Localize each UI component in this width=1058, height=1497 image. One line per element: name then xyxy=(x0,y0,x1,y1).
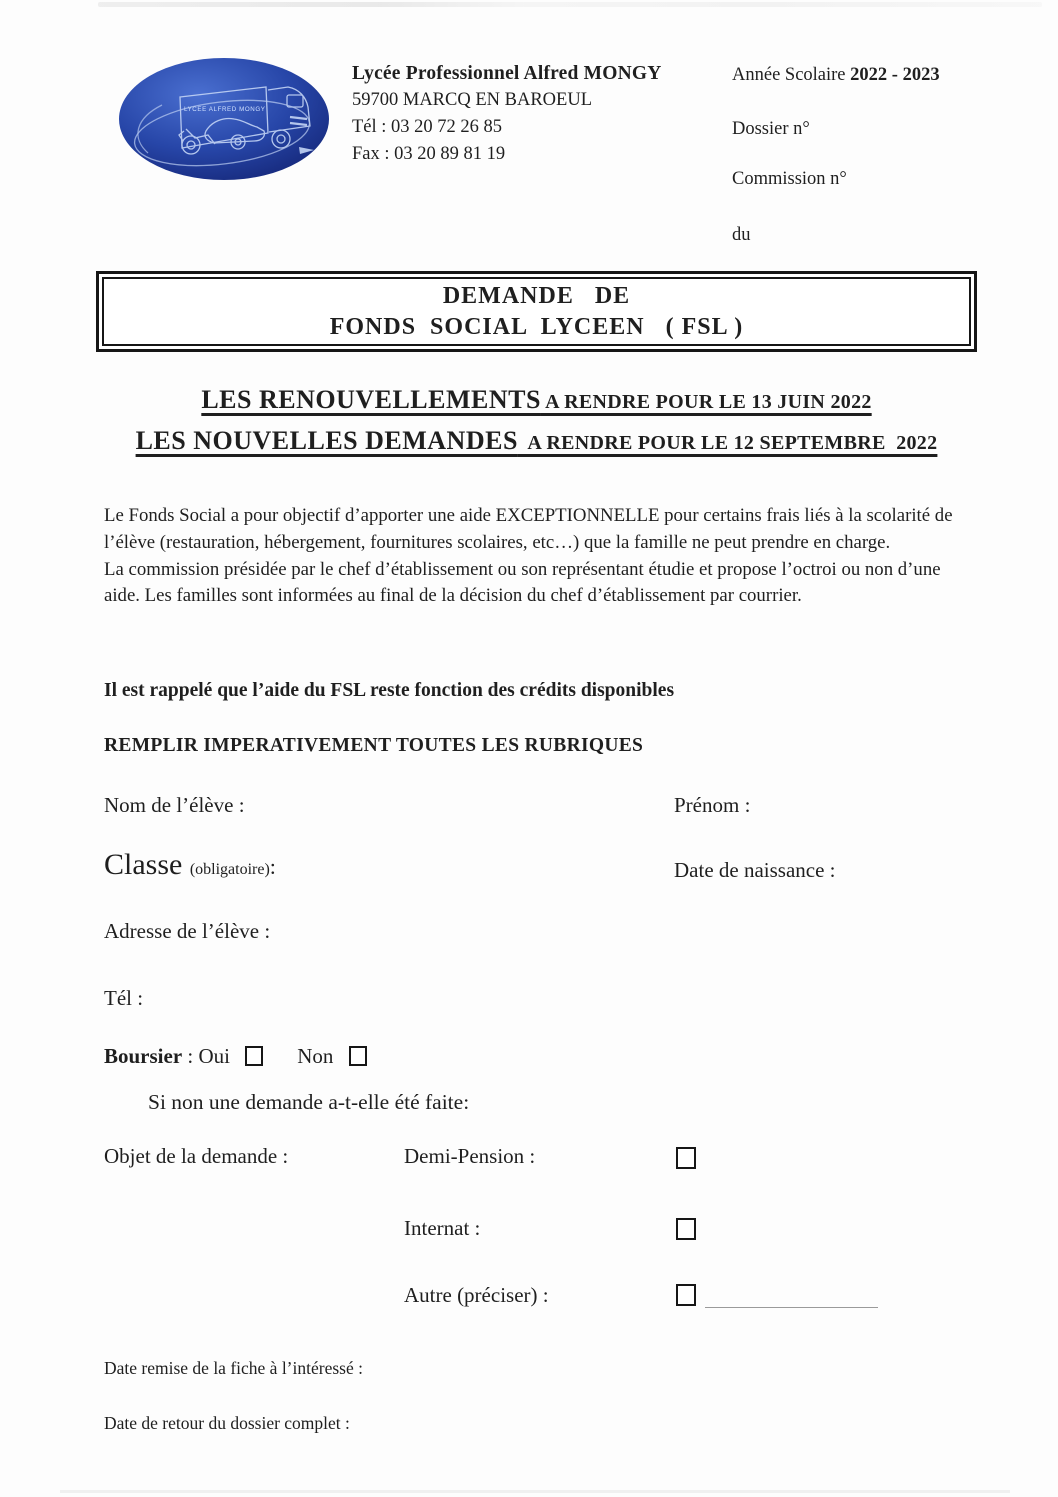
form-title-box xyxy=(96,271,977,352)
boursier-oui-label: Oui xyxy=(198,1044,236,1068)
school-address: 59700 MARCQ EN BAROEUL xyxy=(352,90,592,110)
scan-artifact-bottom xyxy=(60,1490,1010,1493)
school-name: Lycée Professionnel Alfred MONGY xyxy=(352,63,662,84)
form-title-line2: FONDS SOCIAL LYCEEN ( FSL ) xyxy=(329,313,744,340)
boursier-separator: : xyxy=(182,1044,199,1068)
field-label-classe-colon: : xyxy=(269,854,276,879)
intro-paragraphs xyxy=(104,503,968,610)
field-label-adresse: Adresse de l’élève : xyxy=(104,919,271,943)
field-label-date-retour: Date de retour du dossier complet : xyxy=(104,1413,350,1433)
logo-text: LYCEE ALFRED MONGY xyxy=(184,106,266,113)
school-fax: Fax : 03 20 89 81 19 xyxy=(352,144,506,164)
field-label-internat: Internat : xyxy=(404,1216,481,1240)
school-info-block xyxy=(352,60,662,168)
field-label-tel: Tél : xyxy=(104,986,144,1010)
field-label-classe-group xyxy=(104,848,276,882)
autre-checkbox[interactable] xyxy=(676,1284,696,1306)
deadline-renouvellements xyxy=(96,381,977,422)
boursier-row xyxy=(104,1044,367,1069)
field-label-prenom: Prénom : xyxy=(674,793,751,817)
boursier-non-checkbox[interactable] xyxy=(349,1046,367,1066)
school-year-label: Année Scolaire xyxy=(732,65,851,85)
deadline-nouvelles-date: A RENDRE POUR LE 12 SEPTEMBRE 2022 xyxy=(517,432,938,454)
deadline-nouvelles-title: LES NOUVELLES DEMANDES xyxy=(135,426,518,455)
school-logo xyxy=(118,57,330,181)
notice-credits: Il est rappelé que l’aide du FSL reste fonction des crédits disponibles xyxy=(104,680,675,701)
boursier-oui-checkbox[interactable] xyxy=(245,1046,263,1066)
field-label-si-non: Si non une demande a-t-elle été faite: xyxy=(148,1090,470,1114)
form-title-line1: DEMANDE DE xyxy=(442,282,631,309)
field-label-autre: Autre (préciser) : xyxy=(404,1283,549,1307)
field-label-naissance: Date de naissance : xyxy=(674,858,836,882)
autre-fill-line[interactable] xyxy=(705,1290,878,1308)
deadline-renouvellements-date: A RENDRE POUR LE 13 JUIN 2022 xyxy=(540,391,872,413)
deadlines-block xyxy=(96,381,977,463)
field-label-demi-pension: Demi-Pension : xyxy=(404,1144,536,1168)
field-label-classe: Classe xyxy=(104,848,190,881)
school-year-value: 2022 - 2023 xyxy=(850,65,940,85)
field-label-classe-note: (obligatoire) xyxy=(189,861,270,878)
school-tel: Tél : 03 20 72 26 85 xyxy=(352,117,503,137)
intro-paragraph-1: Le Fonds Social a pour objectif d’apporter une aide EXCEPTIONNELLE pour certains frais liés à la scolarité de l’élève (restauration, hébergement, fournitures scolaires, etc…) que la famille ne peut prendre en charge. xyxy=(104,505,953,553)
demi-pension-checkbox[interactable] xyxy=(676,1147,696,1169)
dossier-meta-block xyxy=(732,63,940,247)
scan-artifact-top xyxy=(98,2,1042,7)
field-label-nom: Nom de l’élève : xyxy=(104,793,245,817)
dossier-number-label: Dossier n° xyxy=(732,119,810,139)
intro-paragraph-2: La commission présidée par le chef d’établissement ou son représentant étudie et propose l’octroi ou non d’une aide. Les familles sont informées au final de la décision du chef d’établissement par courrier. xyxy=(104,558,941,607)
commission-number-label: Commission n° xyxy=(732,169,847,189)
field-label-objet: Objet de la demande : xyxy=(104,1144,289,1168)
form-title-inner-border xyxy=(102,277,971,346)
deadline-nouvelles-demandes xyxy=(96,422,977,463)
deadline-renouvellements-title: LES RENOUVELLEMENTS xyxy=(201,385,541,414)
school-year-line xyxy=(732,63,940,87)
commission-date-label: du xyxy=(732,225,751,245)
internat-checkbox[interactable] xyxy=(676,1218,696,1240)
notice-remplir: REMPLIR IMPERATIVEMENT TOUTES LES RUBRIQUES xyxy=(104,735,644,756)
boursier-non-label: Non xyxy=(297,1044,339,1068)
field-label-boursier: Boursier xyxy=(104,1044,183,1068)
field-label-date-remise: Date remise de la fiche à l’intéressé : xyxy=(104,1358,363,1378)
